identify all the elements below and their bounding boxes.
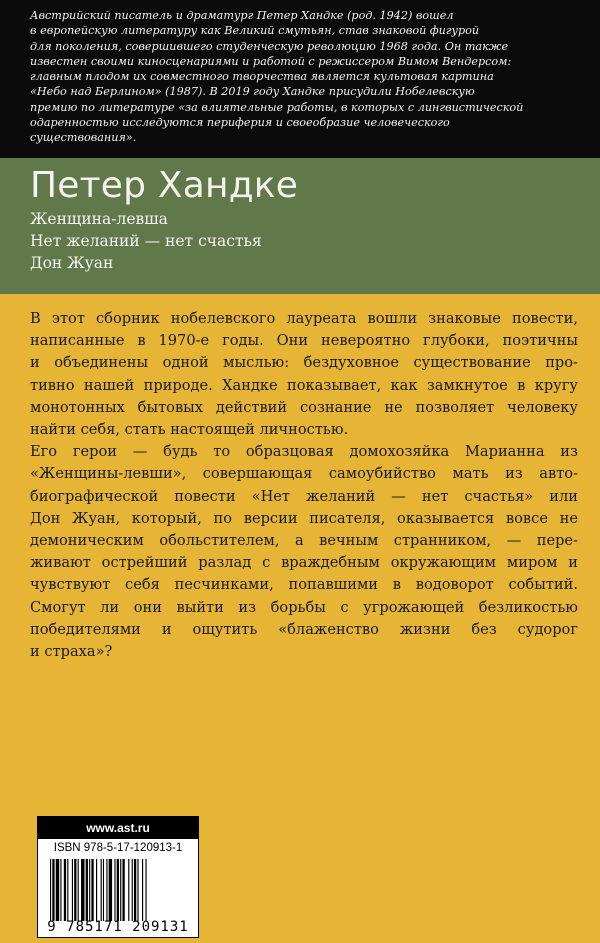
author-bio	[0, 0, 600, 158]
annotation-line: победителями и ощутить «блаженство жизни без судорог	[30, 620, 578, 638]
annotation-line: биографической повести «Нет желаний — нет счастья» или	[30, 487, 578, 505]
bio-line: Австрийский писатель и драматург Петер Хандке (род. 1942) вошел	[30, 9, 454, 22]
annotation-line: монотонных бытовых действий сознание не позволяет человеку	[30, 398, 578, 416]
ean-digits: 9 785171 209131	[47, 919, 189, 935]
work-title: Дон Жуан	[30, 254, 114, 272]
bio-line: «Небо над Берлином» (1987). В 2019 году Хандке присудили Нобелевскую	[30, 85, 475, 99]
title-band	[0, 158, 600, 294]
annotation-line: В этот сборник нобелевского лауреата вошли знаковые повести,	[30, 310, 578, 327]
bio-line: известен своими киносценариями и работой с режиссером Вимом Вендерсом:	[30, 54, 512, 68]
bio-line: в европейскую литературу как Великий смутьян, став знаковой фигурой	[30, 24, 480, 38]
author-name: Петер Хандке	[30, 165, 299, 206]
work-title: Нет желаний — нет счастья	[30, 232, 262, 250]
work-title: Женщина-левша	[30, 210, 168, 228]
annotation-line: демоническим обольстителем, а вечным странником, — пере-	[30, 532, 578, 550]
annotation-line: и объединены одной мыслью: бездуховное существование про-	[30, 354, 578, 372]
annotation-line: «Женщины-левши», совершающая самоубийство мать из авто-	[30, 465, 578, 483]
bio-line: главным плодом их совместного творчества является культовая картина	[30, 70, 494, 84]
annotation-line: чувствуют себя песчинками, попавшими в водоворот событий.	[30, 576, 578, 594]
book-annotation	[30, 308, 578, 663]
bio-line: для поколения, совершившего студенческую революцию 1968 года. Он также	[30, 39, 509, 53]
annotation-line: написанные в 1970-е годы. Они невероятно глубоки, поэтичны	[30, 332, 578, 350]
annotation-line: тивно нашей природе. Хандке показывает, как замкнутое в кругу	[30, 376, 578, 394]
annotation-line: Смогут ли они выйти из борьбы с угрожающей безликостью	[30, 598, 578, 616]
bio-line: существования».	[30, 131, 137, 145]
bio-line: премию по литературе «за влиятельные работы, в которых с лингвистической	[30, 100, 524, 114]
bio-line: одаренностью исследуются периферия и своеобразие человеческого	[30, 116, 450, 130]
barcode-block	[37, 816, 199, 938]
annotation-line: Дон Жуан, который, по версии писателя, оказывается вовсе не	[30, 509, 578, 527]
annotation-line: и страха»?	[30, 643, 113, 661]
barcode-icon	[48, 859, 188, 921]
annotation-line: Его герои — будь то образцовая домохозяйка Марианна из	[30, 443, 578, 461]
annotation-line: живают острейший разлад с враждебным окружающим миром и	[30, 554, 578, 572]
annotation-line: найти себя, стать настоящей личностью.	[30, 421, 349, 439]
publisher-site: www.ast.ru	[38, 817, 198, 839]
isbn-text: ISBN 978-5-17-120913-1	[53, 842, 183, 854]
